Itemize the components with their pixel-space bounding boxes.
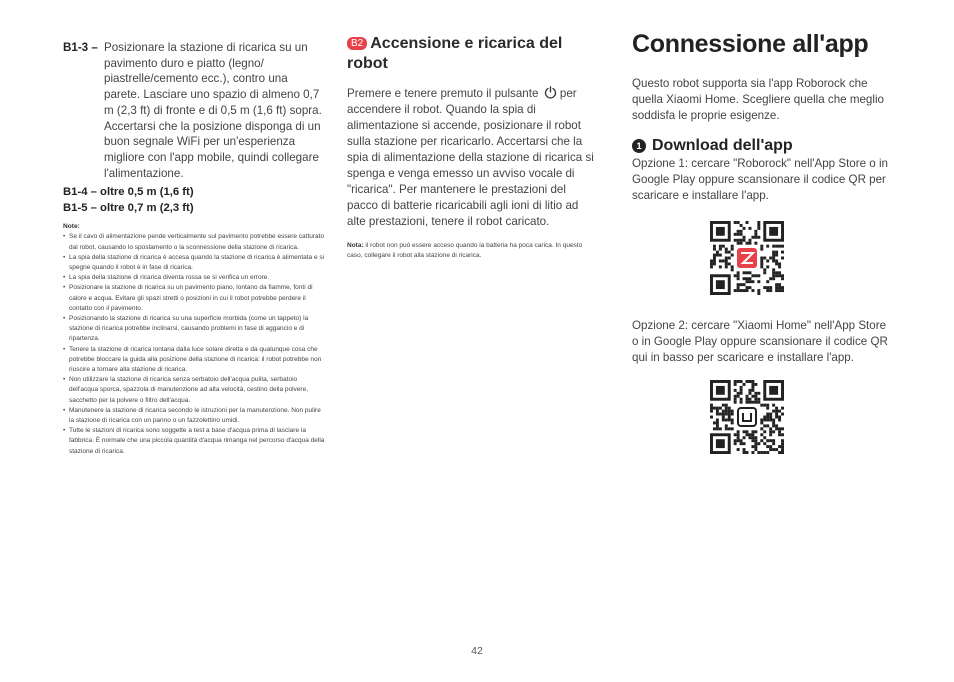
roborock-qr-container <box>632 221 894 295</box>
download-heading-text: Download dell'app <box>652 137 793 154</box>
section-heading-text: Accensione e ricarica del robot <box>347 35 563 72</box>
paragraph-rest: per accendere il robot. Quando la spia di alimentazione si accende, posizionare il robot sulla stazione per ricaricarlo. Accertarsi che la spia di alimentazione della stazione di ricarica si spenga e venga emesso un avviso vocale di "ricarica". Per mantenere le prestazioni del pacco di batterie ricaricabili agli ioni di litio ad alte prestazioni, tenere il robot caricato. <box>347 87 594 228</box>
xiaomi-qr-container <box>632 380 894 454</box>
option-2-text: Opzione 2: cercare "Xiaomi Home" nell'App Store o in Google Play oppure scansionare il codice QR qui in basso per scaricare e installare l'app. <box>632 319 888 364</box>
step-b1-3 <box>63 40 325 181</box>
note-item: • Non utilizzare la stazione di ricarica senza serbatoio dell'acqua pulita, serbatoio dell'acqua sporca, spazzola di manutenzione ad alta velocità, cestino della polvere, sacchetto per la polvere o filtro dell'acqua. <box>63 375 325 406</box>
note-item: • Tenere la stazione di ricarica lontana dalla luce solare diretta e da qualunque cosa che potrebbe bloccare la guida alla posizione della stazione di ricarica: il robot potrebbe non riuscire a tornare alla stazione di ricarica. <box>63 345 325 376</box>
note-item: • Manutenere la stazione di ricarica secondo le istruzioni per la manutenzione. Non pulire la stazione di ricarica con un panno o un fazzolettino umidi. <box>63 406 325 426</box>
step-number: B1-3 – <box>63 41 98 54</box>
notes-list <box>63 232 325 456</box>
page-number: 42 <box>471 645 483 657</box>
middle-column <box>347 34 597 260</box>
step-number-badge: 1 <box>632 139 646 153</box>
power-paragraph <box>347 86 597 230</box>
section-badge: B2 <box>347 37 367 50</box>
step-text: Posizionare la stazione di ricarica su un pavimento duro e piatto (legno/ piastrelle/cemento ecc.), contro una parete. Lasciare uno spazio di almeno 0,7 m (2,3 ft) di fronte e di 0,5 m (1,6 ft) sopra. Accertarsi che la posizione disponga di un buon segnale WiFi per un'esperienza migliore con l'app mobile, quindi collegare l'alimentazione. <box>104 41 322 180</box>
paragraph-start: Premere e tenere premuto il pulsante <box>347 87 539 100</box>
roborock-qr-code[interactable] <box>710 221 784 295</box>
left-column <box>63 40 325 457</box>
note-item: • La spia della stazione di ricarica è accesa quando la stazione di ricarica è alimentata e si spegne quando il robot è in fase di ricarica. <box>63 253 325 273</box>
notes-title: Note: <box>63 223 80 231</box>
option-1-text: Opzione 1: cercare "Roborock" nell'App Store o in Google Play oppure scansionare il codice QR per scaricare e installare l'app. <box>632 157 888 202</box>
xiaomi-home-qr-code[interactable] <box>710 380 784 454</box>
power-button-icon <box>544 86 557 99</box>
note-item: • Tutte le stazioni di ricarica sono soggette a test a base d'acqua prima di lasciare la fabbrica. È normale che una piccola quantità d'acqua rimanga nel percorso d'acqua della stazione di ricarica. <box>63 426 325 457</box>
right-column <box>632 30 894 454</box>
page-title: Connessione all'app <box>632 30 869 58</box>
download-heading <box>632 137 894 155</box>
section-heading <box>347 34 597 74</box>
intro-paragraph: Questo robot supporta sia l'app Roborock che quella Xiaomi Home. Scegliere quella che meglio soddisfa le proprie esigenze. <box>632 77 884 122</box>
note-item: • La spia della stazione di ricarica diventa rossa se si verifica un errore. <box>63 273 325 283</box>
step-b1-5: B1-5 – oltre 0,7 m (2,3 ft) <box>63 202 194 215</box>
note-item: • Posizionare la stazione di ricarica su un pavimento piano, lontano da fiamme, fonti di calore e acqua. Evitare gli spazi stretti o posizioni in cui il robot potrebbe perdere il contatto con il pavimento. <box>63 283 325 314</box>
note-label: Nota: <box>347 242 364 249</box>
note-item: • Posizionando la stazione di ricarica su una superficie morbida (come un tappeto) la stazione di ricarica potrebbe inclinarsi, causando problemi in fase di aggancio e di ripartenza. <box>63 314 325 345</box>
xiaomi-home-logo-icon <box>738 408 756 426</box>
battery-note <box>347 241 597 260</box>
step-b1-4: B1-4 – oltre 0,5 m (1,6 ft) <box>63 186 194 199</box>
note-text: il robot non può essere acceso quando la batteria ha poca carica. In questo caso, collegare il robot alla stazione di ricarica. <box>347 242 583 259</box>
note-item: • Se il cavo di alimentazione pende verticalmente sul pavimento potrebbe essere catturato dal robot, causando lo spostamento o la sconnessione della stazione di ricarica. <box>63 232 325 252</box>
